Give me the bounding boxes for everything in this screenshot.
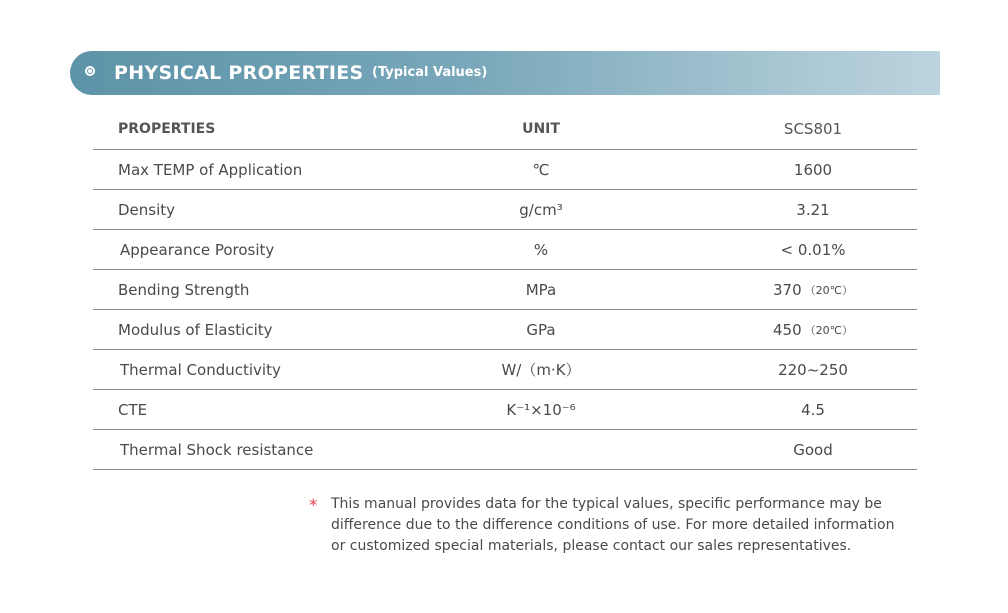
property-unit: MPa <box>525 280 557 299</box>
property-unit: g/cm³ <box>519 200 563 219</box>
property-value: 4.5 <box>801 400 825 419</box>
header-properties: PROPERTIES <box>118 120 216 137</box>
property-unit: GPa <box>526 320 556 339</box>
header-unit: UNIT <box>522 120 560 137</box>
disclaimer-line: difference due to the difference conditions of use. For more detailed information <box>331 517 895 533</box>
property-name: Bending Strength <box>118 280 250 299</box>
table-row <box>93 390 917 430</box>
table-row <box>93 230 917 270</box>
table-row <box>93 150 917 190</box>
table-row <box>93 430 917 470</box>
property-condition: （20℃） <box>804 283 853 297</box>
property-value: < 0.01% <box>780 240 846 259</box>
table-row <box>93 310 917 350</box>
property-value: 3.21 <box>796 200 830 219</box>
property-value: 220~250 <box>778 360 848 379</box>
properties-table <box>93 108 917 470</box>
table-header-row <box>93 108 917 150</box>
property-value: 1600 <box>793 160 833 179</box>
property-unit: K⁻¹×10⁻⁶ <box>506 400 576 419</box>
table-row <box>93 190 917 230</box>
section-subtitle: (Typical Values) <box>372 65 488 80</box>
property-unit: W/（m·K） <box>501 361 581 379</box>
table-row <box>93 350 917 390</box>
property-value: 450 （20℃） <box>773 320 853 339</box>
section-title: PHYSICAL PROPERTIES <box>114 62 364 84</box>
section-banner <box>70 51 940 95</box>
header-scs801: SCS801 <box>783 119 843 138</box>
property-value: 370 （20℃） <box>773 280 853 299</box>
property-name: Modulus of Elasticity <box>118 320 273 339</box>
property-name: CTE <box>118 400 148 419</box>
property-unit: ℃ <box>532 160 550 179</box>
table-row <box>93 270 917 310</box>
disclaimer-text <box>331 494 941 557</box>
bullet-circle-icon <box>85 66 95 76</box>
property-name: Appearance Porosity <box>120 240 275 259</box>
property-name: Max TEMP of Application <box>118 160 303 179</box>
asterisk-icon: * <box>309 496 318 516</box>
property-name: Thermal Conductivity <box>120 360 281 379</box>
property-unit: % <box>533 240 549 259</box>
property-condition: （20℃） <box>804 323 853 337</box>
property-name: Thermal Shock resistance <box>120 440 314 459</box>
property-name: Density <box>118 200 176 219</box>
disclaimer-line: or customized special materials, please contact our sales representatives. <box>331 538 852 554</box>
property-value: Good <box>793 440 833 459</box>
disclaimer-line: This manual provides data for the typical values, specific performance may be <box>331 496 882 512</box>
property-unit <box>423 430 659 469</box>
